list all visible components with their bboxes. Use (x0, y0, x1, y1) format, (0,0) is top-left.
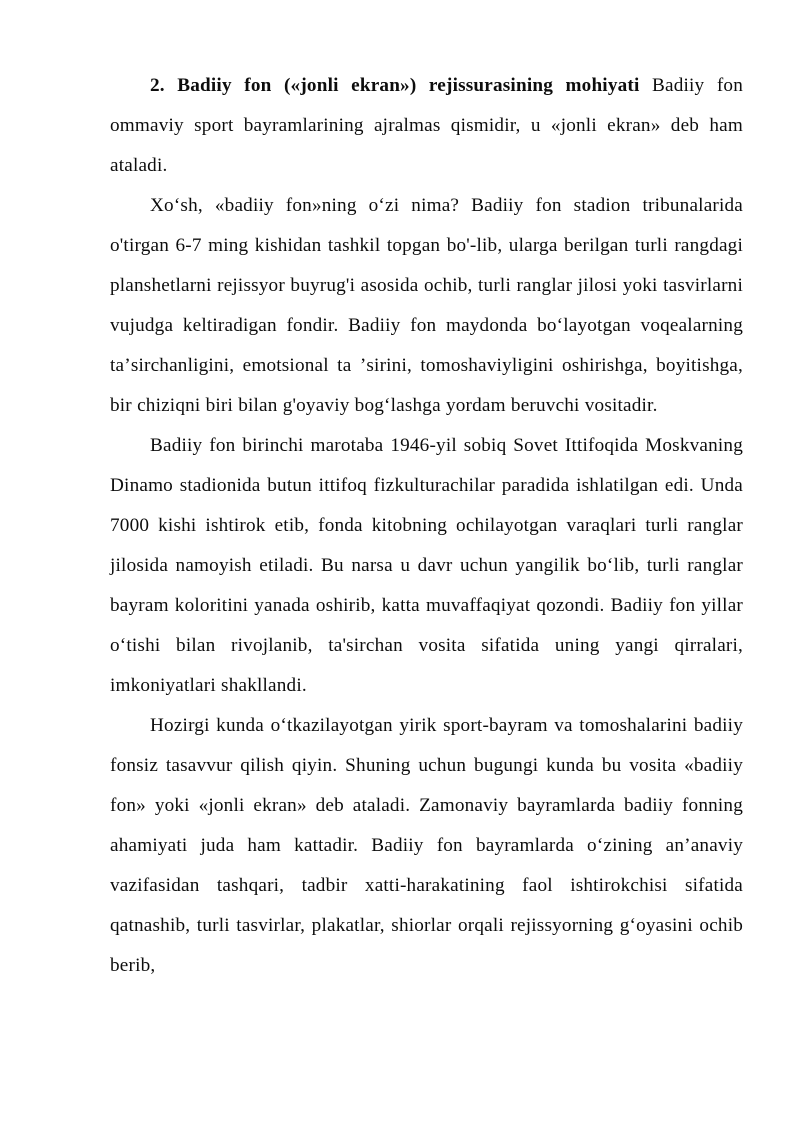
document-text-body (110, 66, 743, 1026)
paragraph-4: Hozirgi kunda oʻtkazilayotgan yirik sport-bayram va tomoshalarini badiiy fonsiz tasavvur qilish qiyin. Shuning uchun bugungi kunda bu vosita «badiiy fon» yoki «jonli ekran» deb ataladi. Zamonaviy bayramlarda badiiy fonning ahamiyati juda ham kattadir. Badiiy fon bayramlarda oʻzining anʼanaviy vazifasidan tashqari, tadbir xatti-harakatining faol ishtirokchisi sifatida qatnashib, turli tasvirlar, plakatlar, shiorlar orqali rejissyorning gʻoyasini ochib berib, (110, 715, 743, 976)
paragraph-2: Xoʻsh, «badiiy fon»ning oʻzi nima? Badiiy fon stadion tribunalarida o'tirgan 6-7 ming kishidan tashkil topgan bo'-lib, ularga berilgan turli rangdagi planshetlarni rejissyor buyrug'i asosida ochib, turli ranglar jilosi yoki tasvirlarni vujudga keltiradigan fondir. Badiiy fon maydonda boʻlayotgan voqealarning taʼsirchanligini, emotsional ta ʼsirini, tomoshaviyligini oshirishga, boyitishga, bir chiziqni biri bilan g'oyaviy bogʻlashga yordam beruvchi vositadir. (110, 195, 743, 416)
section-heading-run: 2. Badiiy fon («jonli ekran») rejissurasining mohiyati (150, 75, 640, 96)
paragraph-3: Badiiy fon birinchi marotaba 1946-yil sobiq Sovet Ittifoqida Moskvaning Dinamo stadionida butun ittifoq fizkulturachilar paradida ishlatilgan edi. Unda 7000 kishi ishtirok etib, fonda kitobning ochilayotgan varaqlari turli ranglar jilosida namoyish etiladi. Bu narsa u davr uchun yangilik boʻlib, turli ranglar bayram koloritini yanada oshirib, katta muvaffaqiyat qozondi. Badiiy fon yillar oʻtishi bilan rivojlanib, ta'sirchan vosita sifatida uning yangi qirralari, imkoniyatlari shakllandi. (110, 435, 743, 696)
paragraph-1 (110, 66, 743, 186)
paragraph-1-body-run: Badiiy fon ommaviy sport bayramlarining ajralmas qismidir, u «jonli ekran» deb ham ataladi. (110, 75, 743, 176)
